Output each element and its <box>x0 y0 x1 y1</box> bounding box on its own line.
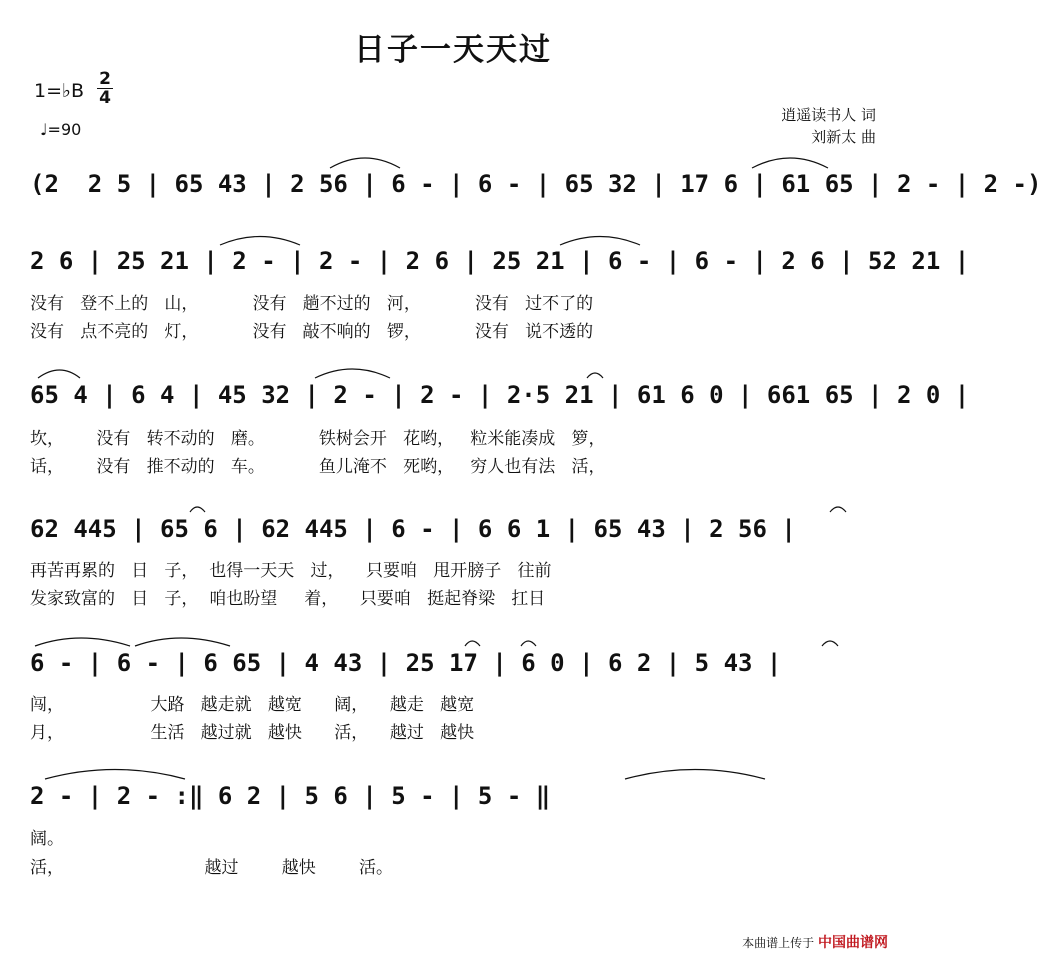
footer-text: 本曲谱上传于 <box>742 936 815 950</box>
slur-3 <box>220 237 300 246</box>
key-signature: 1=♭B <box>34 80 85 102</box>
tempo-marking: ♩=90 <box>40 120 82 139</box>
system-4-lyrics-verse-2: 发家致富的 日 子， 咱也盼望 着， 只要咱 挺起脊梁 扛日 <box>30 589 546 609</box>
slur-8 <box>190 507 205 512</box>
system-2-notes: 2 6 | 25 21 | 2 - | 2 - | 2 6 | 25 21 | 6 - | 6 - | 2 6 | 52 21 | <box>30 247 970 275</box>
slur-10 <box>35 638 130 646</box>
slur-1 <box>330 158 400 168</box>
slur-5 <box>38 370 80 378</box>
system-2-lyrics-verse-2: 没有 点不亮的 灯， 没有 敲不响的 锣， 没有 说不透的 <box>30 322 594 342</box>
slur-11 <box>135 638 230 646</box>
system-5-lyrics-verse-2: 月， 生活 越过就 越快 活， 越过 越快 <box>30 723 475 743</box>
time-signature-top: 2 <box>99 69 111 89</box>
system-3-notes: 65 4 | 6 4 | 45 32 | 2 - | 2 - | 2·5 21 | 61 6 0 | 661 65 | 2 0 | <box>30 381 970 409</box>
system-4-lyrics-verse-1: 再苦再累的 日 子， 也得一天天 过， 只要咱 甩开膀子 往前 <box>30 561 552 581</box>
system-3-lyrics-verse-2: 话， 没有 推不动的 车。 鱼儿淹不 死哟， 穷人也有法 活， <box>30 457 606 477</box>
slur-4 <box>560 237 640 246</box>
slur-16 <box>625 770 765 780</box>
footer-credit <box>742 932 888 952</box>
slur-6 <box>315 369 390 378</box>
system-6-lyrics-verse-2: 活， 越过 越快 活。 <box>30 858 393 878</box>
system-1-notes: (2 2 5 | 65 43 | 2 56 | 6 - | 6 - | 65 32 | 17 6 | 61 65 | 2 - | 2 -) <box>30 170 1041 198</box>
slur-9 <box>830 507 846 512</box>
system-3-lyrics-verse-1: 坎， 没有 转不动的 磨。 铁树会开 花哟， 粒米能凑成 箩， <box>30 429 606 449</box>
system-5-notes: 6 - | 6 - | 6 65 | 4 43 | 25 17 | 6 0 | 6 2 | 5 43 | <box>30 649 782 677</box>
slur-12 <box>465 641 480 646</box>
time-signature-bottom: 4 <box>97 88 113 107</box>
system-2-lyrics-verse-1: 没有 登不上的 山， 没有 趟不过的 河， 没有 过不了的 <box>30 294 594 314</box>
slur-14 <box>822 641 838 646</box>
lyricist-credit: 逍遥读书人 词 <box>781 106 876 124</box>
footer-site-logo[interactable]: 中国曲谱网 <box>818 935 888 951</box>
score-title: 日子一天天过 <box>354 32 552 68</box>
slur-13 <box>521 641 536 646</box>
system-5-lyrics-verse-1: 闯， 大路 越走就 越宽 阔， 越走 越宽 <box>30 695 475 715</box>
system-4-notes: 62 445 | 65 6 | 62 445 | 6 - | 6 6 1 | 65 43 | 2 56 | <box>30 515 796 543</box>
system-6-lyrics-verse-1: 阔。 <box>30 829 64 849</box>
slur-2 <box>752 158 828 168</box>
slur-15 <box>45 770 185 780</box>
system-6-notes: 2 - | 2 - :‖ 6 2 | 5 6 | 5 - | 5 - ‖ <box>30 782 551 810</box>
composer-credit: 刘新太 曲 <box>811 128 876 146</box>
time-signature <box>97 70 113 107</box>
slur-7 <box>587 373 603 378</box>
